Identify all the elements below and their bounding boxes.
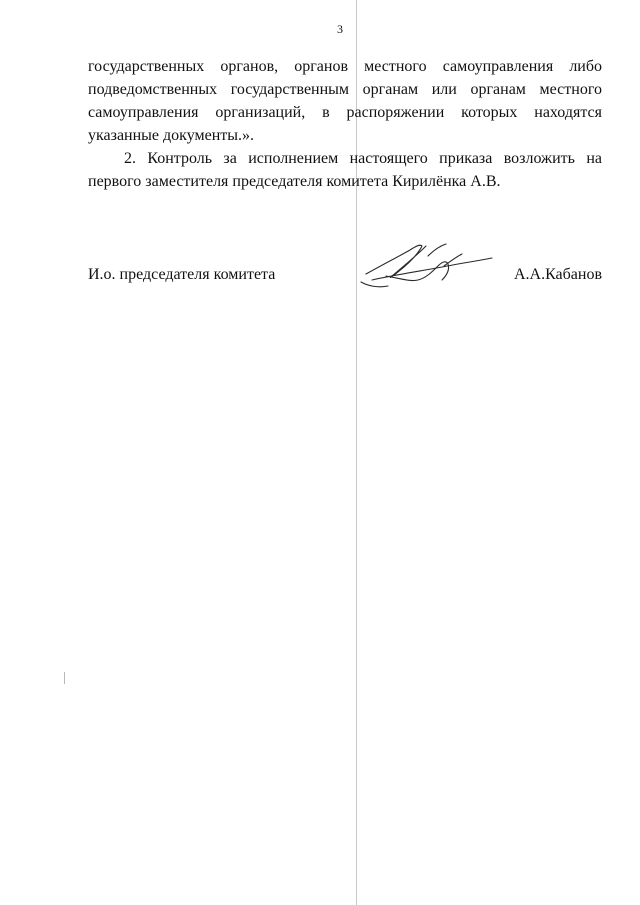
signatory-title: И.о. председателя комитета xyxy=(88,266,276,283)
paragraph-continuation: государственных органов, органов местного самоуправления либо подведомственных государственным органам или органам местного самоуправления организаций, в распоряжении которых находятся указанные документы.». xyxy=(88,58,602,144)
signatory-name: А.А.Кабанов xyxy=(513,266,602,283)
page-number: 3 xyxy=(337,22,343,36)
document-body xyxy=(88,55,602,193)
handwritten-signature xyxy=(358,236,496,294)
paragraph-control-clause: 2. Контроль за исполнением настоящего приказа возложить на первого заместителя председателя комитета Кирилёнка А.В. xyxy=(88,150,602,190)
scan-artifact-mark xyxy=(64,672,65,684)
